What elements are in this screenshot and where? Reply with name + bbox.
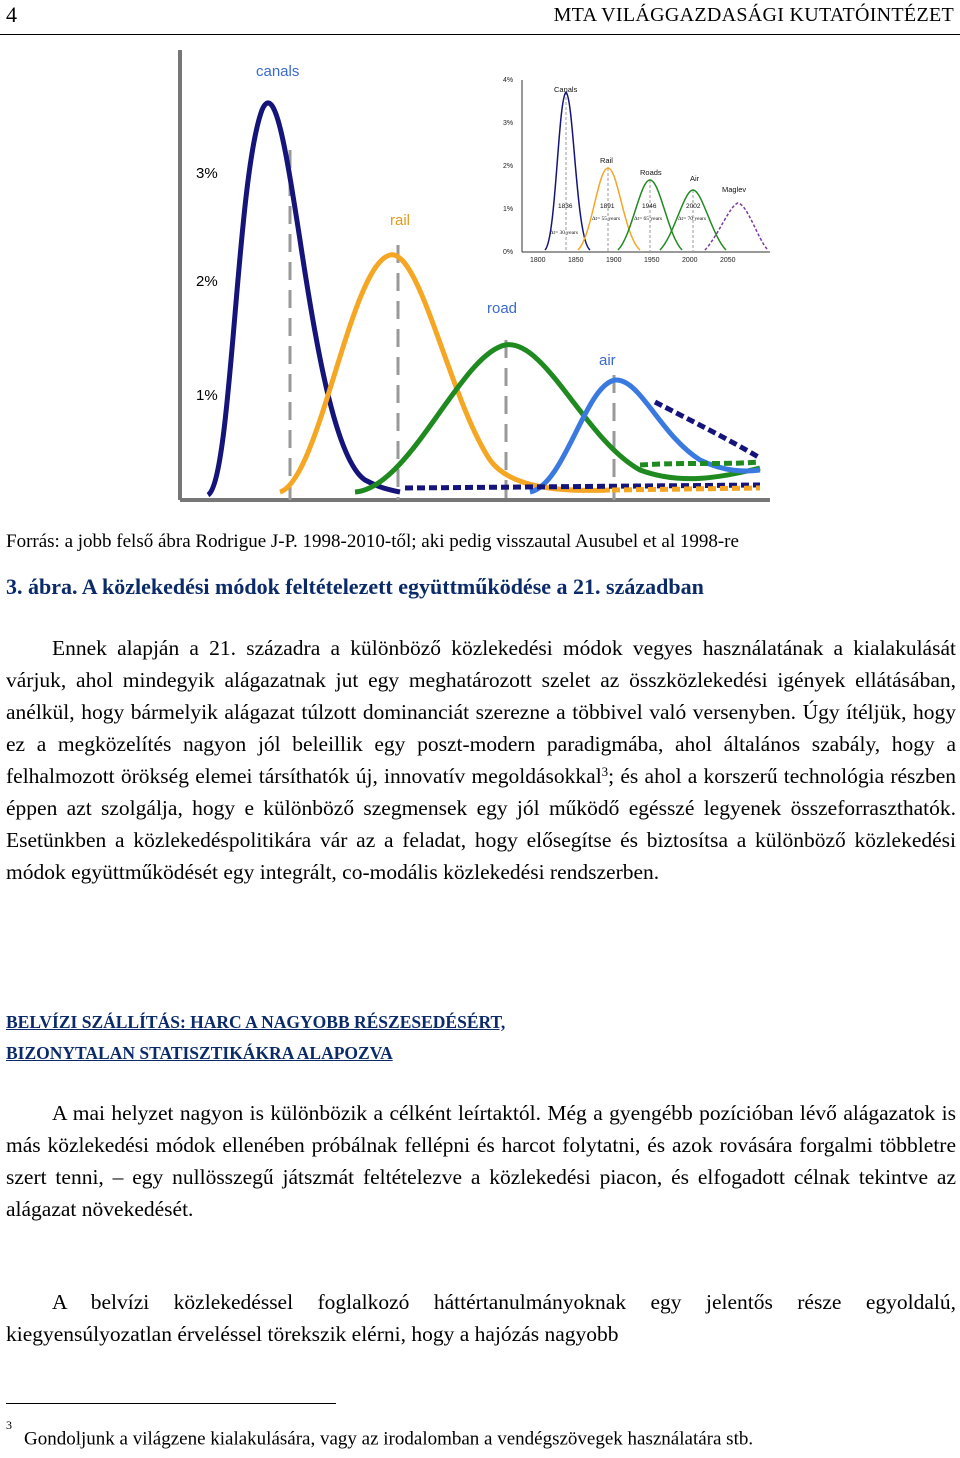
figure-caption: 3. ábra. A közlekedési módok feltételezett együttműködése a 21. században	[6, 574, 704, 599]
inset-x-tick: 2000	[682, 257, 698, 264]
paragraph-2: A mai helyzet nagyon is különbözik a célként leírtaktól. Még a gyengébb pozícióban lévő alágazatok is más közlekedési módok ellenében próbálnak fellépni és harcot folytatni, és azok rovására forgalmi többletre szert tenni, – egy nullösszegű játszmát feltételezve a közlekedési piacon, és elfogadott célnak tekintve az alágazat növekedését.	[6, 1101, 956, 1221]
figure-source: Forrás: a jobb felső ábra Rodrigue J-P. 1998-2010-től; aki pedig visszautal Ausubel et al 1998-re	[6, 531, 739, 552]
header-title: MTA VILÁGGAZDASÁGI KUTATÓINTÉZET	[553, 4, 954, 26]
inset-label-rail: Rail	[600, 156, 613, 165]
inset-x-tick: 2050	[720, 257, 736, 264]
inset-y-tick: 3%	[503, 120, 514, 127]
inset-chart	[503, 77, 770, 264]
main-y-tick: 2%	[196, 273, 218, 290]
footnote-text: Gondoljunk a világzene kialakulására, vagy az irodalomban a vendégszövegek használatára stb.	[24, 1428, 754, 1450]
inset-x-tick: 1900	[606, 257, 622, 264]
inset-label-roads: Roads	[640, 168, 662, 177]
inset-y-tick: 0%	[503, 249, 514, 256]
footnote-ref: 3	[601, 764, 609, 779]
canals-future-line	[405, 485, 760, 488]
inset-peak-year: 1946	[642, 203, 657, 210]
footnote	[6, 1418, 754, 1450]
inset-peak-year: 1836	[558, 203, 573, 210]
inset-label-canals: Canals	[554, 85, 578, 94]
inset-peak-year: 1891	[600, 203, 615, 210]
inset-canals-curve	[545, 92, 590, 250]
page-number: 4	[6, 2, 17, 27]
paragraph-1-part-a: Ennek alapján a 21. századra a különböző közlekedési módok vegyes használatának a kialakulását várjuk, ahol mindegyik alágazatnak jut egy meghatározott szelet az összközlekedési igények ellátásában, anélkül, hogy bármelyik alágazat túlzott dominanciát szerezne a többivel való versenyben. Úgy ítéljük, hogy ez a megközelítés nagyon jól beleillik egy poszt-modern paradigmába, ahol általános szabály, hogy a felhalmozott örökség elemei társíthatók új, innovatív megoldásokkal	[6, 636, 956, 788]
paragraph-3: A belvízi közlekedéssel foglalkozó háttértanulmányoknak egy jelentős része egyoldalú, kiegyensúlyozatlan érveléssel törekszik elérni, hogy a hajózás nagyobb	[6, 1290, 956, 1346]
paragraph-1	[6, 632, 956, 888]
inset-y-tick: 4%	[503, 77, 514, 84]
label-air: air	[599, 352, 616, 369]
section-title-line-1: BELVÍZI SZÁLLÍTÁS: HARC A NAGYOBB RÉSZESEDÉSÉRT,	[6, 1012, 506, 1032]
transport-modes-figure	[0, 40, 960, 520]
inset-y-tick: 1%	[503, 206, 514, 213]
rail-curve	[280, 255, 610, 492]
inset-interval: Δt= 30 years	[550, 230, 579, 236]
label-road: road	[487, 300, 518, 317]
main-y-tick: 3%	[196, 165, 218, 182]
main-y-tick: 1%	[196, 387, 218, 404]
inset-x-tick: 1800	[530, 257, 546, 264]
paragraph-1-part-b: ; és ahol a korszerű technológia részben éppen azt szolgálja, hogy e különböző szegmensek egy jól működő egésszé legyenek összeforraszthatók. Esetünkben a közlekedéspolitikára vár az a feladat, hogy elősegítse és biztosítsa a különböző közlekedési módok együttműködését egy integrált, co-modális közlekedési rendszerben.	[6, 764, 956, 884]
page-header	[0, 0, 960, 35]
section-title-line-2: BIZONYTALAN STATISZTIKÁKRA ALAPOZVA	[6, 1043, 393, 1063]
inset-label-maglev: Maglev	[722, 185, 747, 194]
inset-peak-year: 2002	[686, 203, 701, 210]
footnote-separator	[6, 1403, 336, 1404]
inset-x-tick: 1850	[568, 257, 584, 264]
inset-interval: Δt= 70 years	[678, 216, 707, 222]
footnote-number: 3	[6, 1418, 12, 1432]
inset-interval: Δt= 65 years	[634, 216, 663, 222]
inset-y-tick: 2%	[503, 163, 514, 170]
canals-curve	[208, 103, 400, 495]
label-rail: rail	[390, 212, 411, 229]
label-canals: canals	[256, 63, 300, 80]
inset-interval: Δt= 55 years	[592, 216, 621, 222]
inset-x-tick: 1950	[644, 257, 660, 264]
inset-label-air: Air	[690, 174, 700, 183]
inset-maglev-curve	[705, 203, 768, 250]
